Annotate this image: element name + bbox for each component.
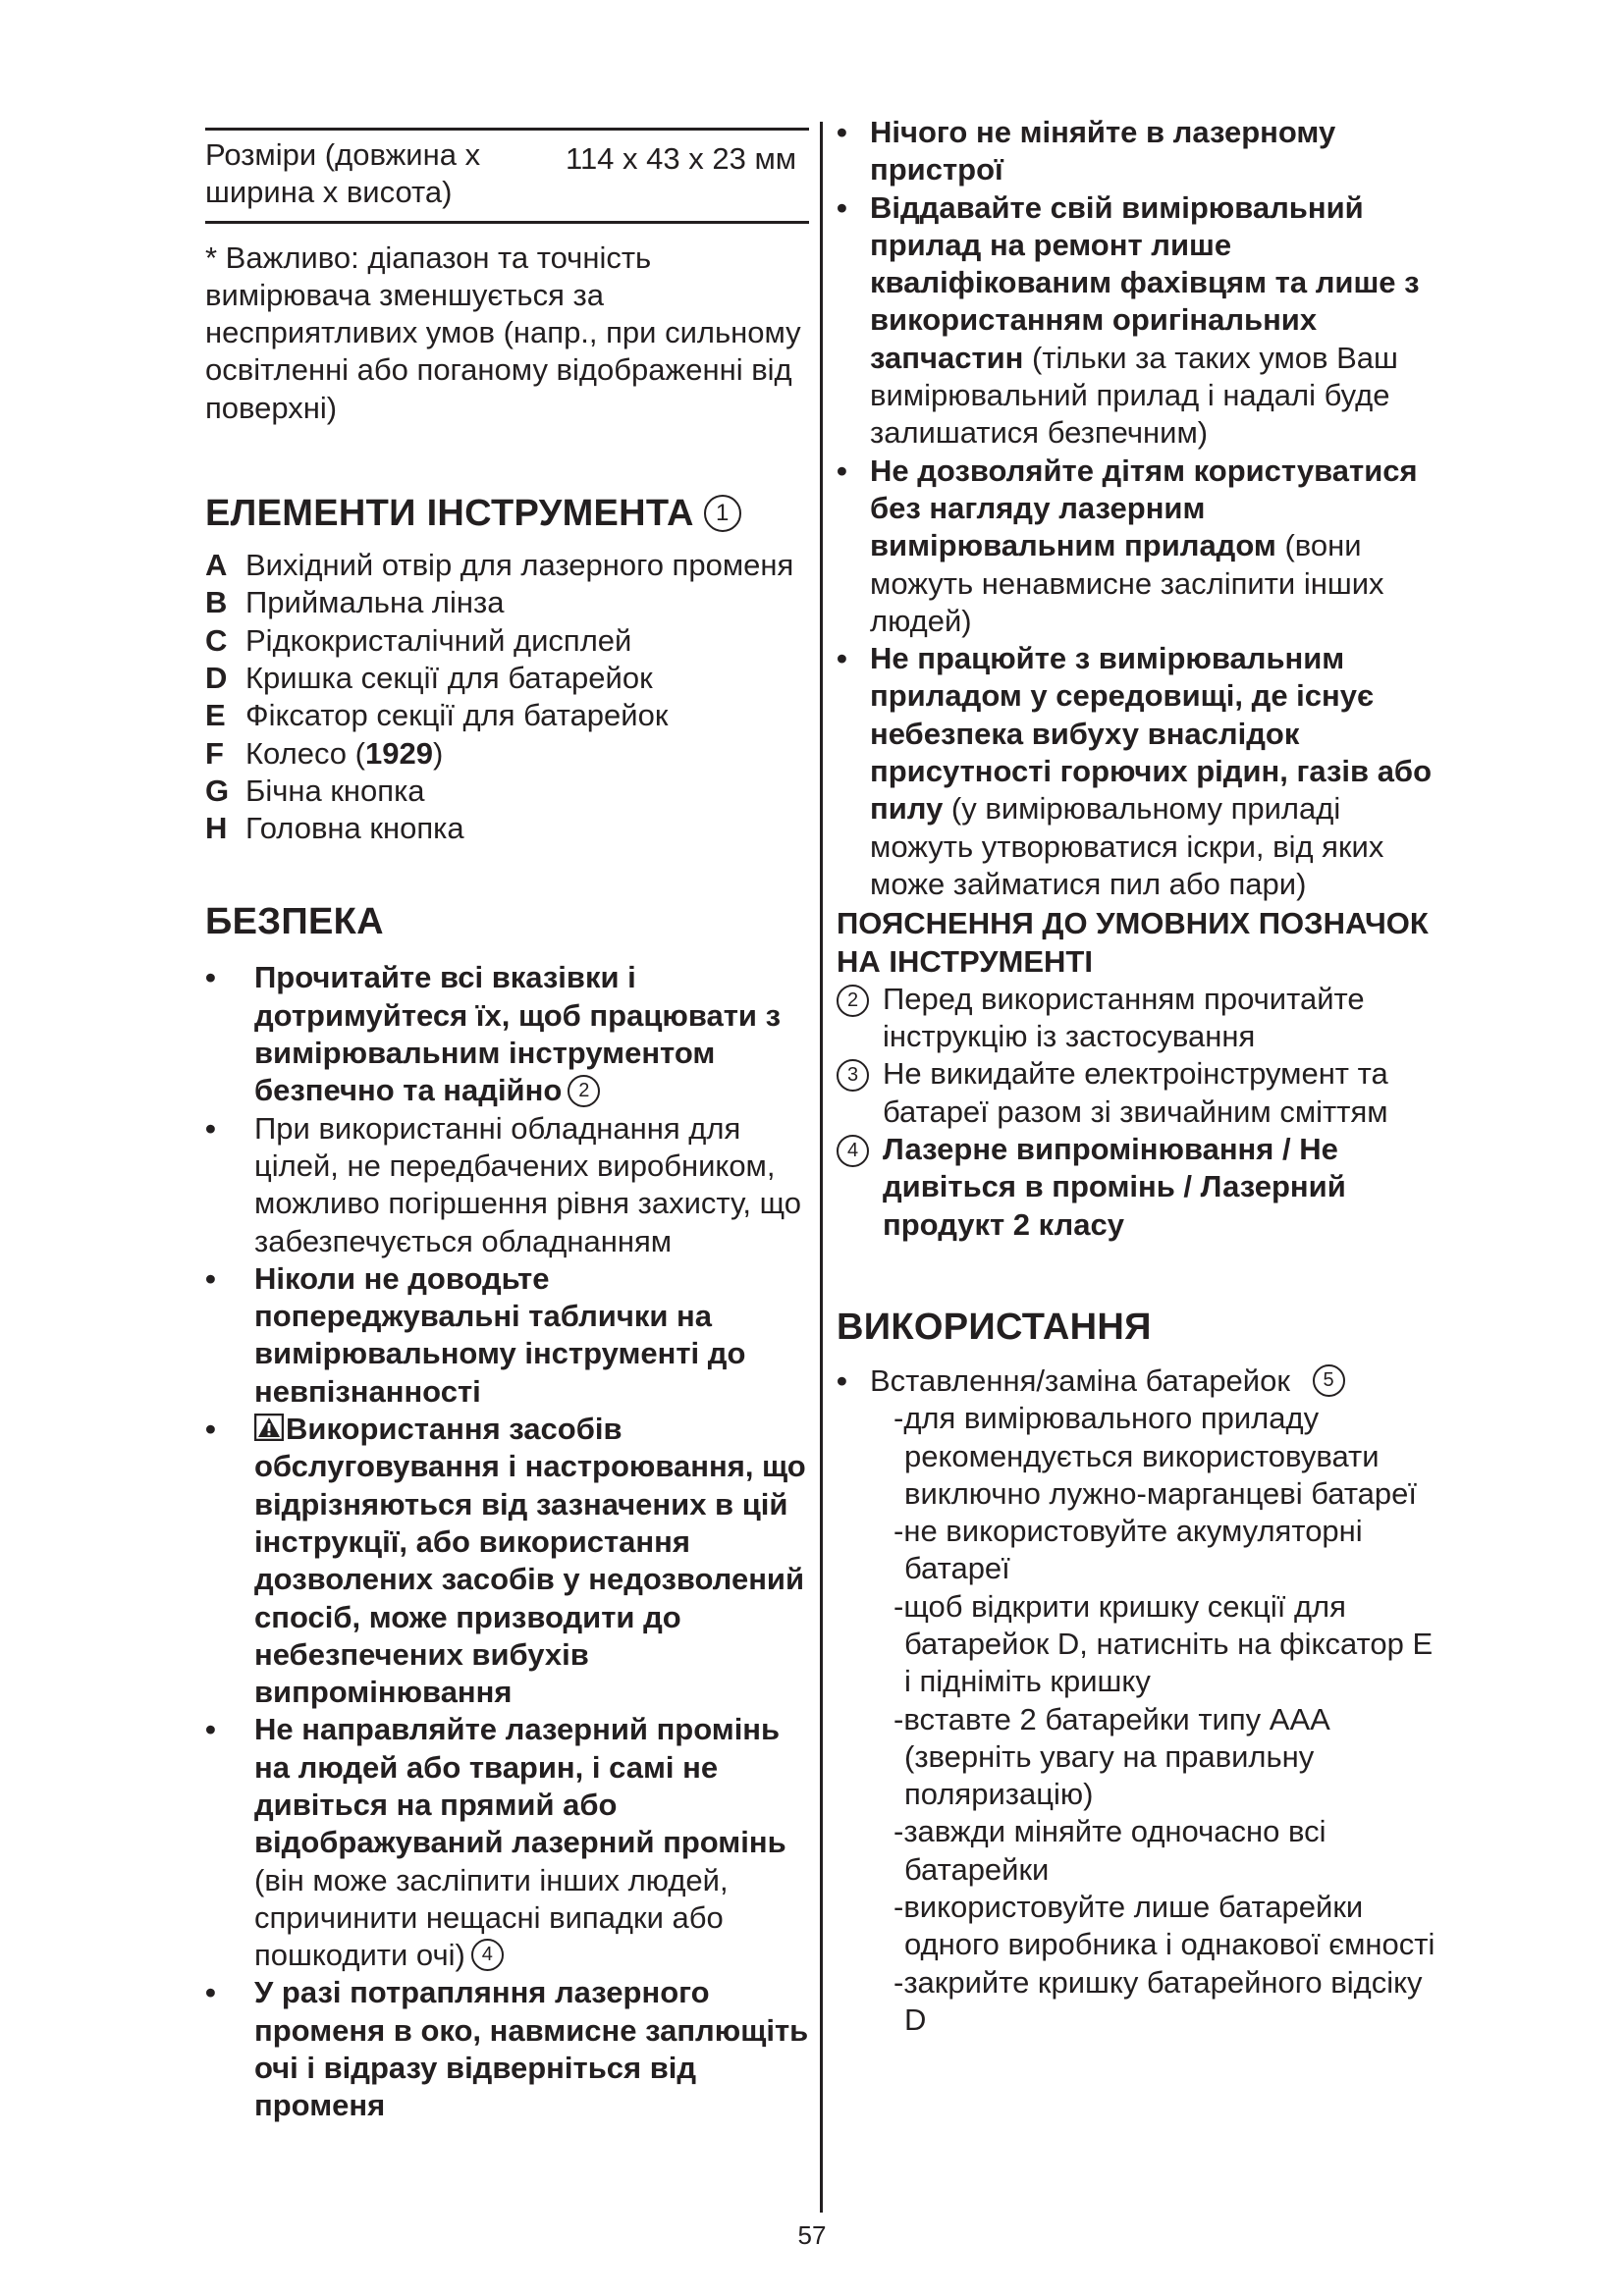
page-number: 57: [797, 2220, 827, 2250]
part-text: Бічна кнопка: [245, 773, 425, 808]
symbol-item: [837, 981, 1435, 1056]
symbol-text: Лазерне випромінювання / Не дивіться в промінь / Лазерний продукт 2 класу: [883, 1132, 1346, 1242]
safety-bold: Не дозволяйте дітям користуватися без нагляду лазерним вимірювальним приладом: [870, 453, 1418, 563]
safety-bold: Використання засобів обслуговування і настроювання, що відрізняються від зазначених в цій інструкції, або використання дозволених засобів у недозволений спосіб, може призводити до небезпечених вибухів випромінювання: [254, 1412, 806, 1710]
part-item: [205, 697, 809, 734]
usage-subitems: [837, 1400, 1435, 2039]
elements-heading-text: ЕЛЕМЕНТИ ІНСТРУМЕНТА: [205, 493, 694, 535]
bullet-icon: •: [837, 641, 847, 676]
right-column: [837, 114, 1435, 2039]
usage-heading: ВИКОРИСТАННЯ: [837, 1306, 1152, 1348]
safety-list: [205, 959, 809, 2124]
bullet-icon: •: [205, 1712, 216, 1747]
spec-label: Розміри (довжина x ширина x висота): [205, 137, 481, 210]
bullet-icon: •: [837, 1362, 847, 1398]
usage-subitem: -завжди міняйте одночасно всі батарейки: [893, 1814, 1326, 1887]
part-letter: A: [205, 548, 228, 583]
safety-item: [205, 1260, 809, 1411]
part-letter: B: [205, 585, 228, 620]
safety-bold: Прочитайте всі вказівки і дотримуйтеся їх, щоб працювати з вимірювальним інструментом безпечно та надійно: [254, 960, 782, 1108]
part-text: Головна кнопка: [245, 811, 464, 846]
bullet-icon: •: [837, 189, 847, 225]
safety-item: [837, 189, 1435, 453]
figure-ref-4: 4: [837, 1135, 869, 1167]
spec-bottom-rule: [205, 221, 809, 224]
symbol-text: Перед використанням прочитайте інструкцію із застосування: [883, 981, 1365, 1054]
figure-ref-5: 5: [1313, 1364, 1345, 1397]
figure-ref-4: 4: [471, 1939, 504, 1971]
usage-item: [837, 1362, 1435, 1400]
part-text-before: Колесо (: [245, 735, 365, 771]
symbols-list: [837, 981, 1435, 1244]
spec-table: [205, 131, 809, 221]
part-item: [205, 547, 809, 584]
part-letter: C: [205, 622, 228, 658]
symbol-item: [837, 1055, 1435, 1131]
safety-item: [205, 1110, 809, 1260]
part-item: [205, 773, 809, 810]
safety-item: [205, 1711, 809, 1974]
usage-subitem: -використовуйте лише батарейки одного виробника і однакової ємності: [893, 1890, 1435, 1962]
part-letter: D: [205, 660, 228, 695]
safety-item: [205, 1974, 809, 2124]
bullet-icon: •: [837, 115, 847, 149]
part-text: Кришка секції для батарейок: [245, 660, 653, 695]
safety-normal: (у вимірювальному приладі можуть утворюватися іскри, від яких може займатися пил або пари): [870, 791, 1384, 901]
figure-ref-3: 3: [837, 1059, 869, 1092]
safety-bold: Не направляйте лазерний промінь на людей або тварин, і самі не дивіться на прямий або відображуваний лазерний промінь: [254, 1712, 786, 1860]
bullet-icon: •: [837, 453, 847, 488]
safety-item: [837, 453, 1435, 640]
part-text: Вихідний отвір для лазерного променя: [245, 548, 794, 583]
safety-bold: У разі потрапляння лазерного променя в око, навмисне заплющіть очі і відразу відверніться від променя: [254, 1975, 809, 2123]
spec-value: 114 x 43 x 23 мм: [566, 141, 797, 176]
usage-subitem: -щоб відкрити кришку секції для батарейок D, натисніть на фіксатор E і підніміть кришку: [893, 1588, 1434, 1699]
symbol-item: [837, 1131, 1435, 1244]
part-text: Приймальна лінза: [245, 585, 505, 620]
part-text-after: ): [432, 735, 444, 771]
warning-triangle-icon: [254, 1414, 284, 1441]
safety-item: [837, 114, 1435, 189]
safety-heading: БЕЗПЕКА: [205, 901, 384, 943]
part-text: [245, 735, 809, 773]
bullet-icon: •: [205, 1412, 216, 1447]
part-letter: G: [205, 773, 230, 808]
safety-bold: Віддавайте свій вимірювальний прилад на ремонт лише кваліфікованим фахівцям та лише з використанням оригінальних запчастин: [870, 189, 1420, 375]
safety-list-continued: [837, 114, 1435, 903]
bullet-icon: •: [205, 1975, 216, 2010]
safety-bold: Ніколи не доводьте попереджувальні таблички на вимірювальному інструменті до невпізнанності: [254, 1260, 746, 1409]
safety-item: [837, 640, 1435, 903]
figure-ref-2: 2: [568, 1075, 600, 1107]
parts-list: [205, 547, 809, 847]
part-letter: F: [205, 735, 224, 771]
usage-subitem: -закрийте кришку батарейного відсіку D: [893, 1964, 1423, 2037]
usage-subitem: -вставте 2 батарейки типу AAA (зверніть увагу на правильну поляризацію): [893, 1701, 1329, 1812]
part-item: [205, 622, 809, 660]
part-item: [205, 735, 809, 773]
figure-ref-1: 1: [704, 495, 741, 532]
symbols-heading: ПОЯСНЕННЯ ДО УМОВНИХ ПОЗНАЧОК НА ІНСТРУМЕНТІ: [837, 906, 1429, 979]
safety-normal: (тільки за таких умов Ваш вимірювальний прилад і надалі буде залишатися безпечним): [870, 340, 1398, 451]
part-item: [205, 810, 809, 847]
safety-item: [205, 959, 809, 1109]
part-text: Фіксатор секції для батарейок: [245, 698, 669, 733]
figure-ref-2: 2: [837, 985, 869, 1017]
usage-subitem: -для вимірювального приладу рекомендується використовувати виключно лужно-марганцеві батареї: [893, 1401, 1418, 1511]
part-letter: E: [205, 698, 226, 733]
symbol-text: Не викидайте електроінструмент та батареї разом зі звичайним сміттям: [883, 1056, 1388, 1129]
model-number: 1929: [364, 735, 433, 771]
safety-item: [205, 1411, 809, 1711]
safety-bold: Не працюйте з вимірювальним приладом у середовищі, де існує небезпека вибуху внаслідок присутності горючих рідин, газів або пилу: [870, 641, 1433, 827]
usage-subitem: -не використовуйте акумуляторні батареї: [893, 1514, 1363, 1586]
part-item: [205, 660, 809, 697]
part-item: [205, 584, 809, 621]
bullet-icon: •: [205, 1260, 216, 1296]
safety-normal: При використанні обладнання для цілей, не передбачених виробником, можливо погіршення рівня захисту, що забезпечується обладнанням: [254, 1110, 801, 1258]
column-divider: [820, 122, 823, 2213]
safety-normal: (він може засліпити інших людей, спричинити нещасні випадки або пошкодити очі): [254, 1862, 729, 1973]
left-column: [205, 128, 809, 2125]
safety-normal: (вони можуть ненавмисне засліпити інших людей): [870, 528, 1384, 638]
safety-bold: Нічого не міняйте в лазерному пристрої: [870, 115, 1336, 187]
part-text: Рідкокристалічний дисплей: [245, 622, 632, 658]
part-letter: H: [205, 811, 228, 846]
bullet-icon: •: [205, 1110, 216, 1146]
important-note: * Важливо: діапазон та точність вимірювача зменшується за несприятливих умов (напр., при сильному освітленні або поганому відображенні від поверхні): [205, 240, 801, 425]
bullet-icon: •: [205, 960, 216, 995]
usage-item-label: Вставлення/заміна батарейок: [870, 1362, 1290, 1398]
elements-heading: [205, 492, 809, 535]
